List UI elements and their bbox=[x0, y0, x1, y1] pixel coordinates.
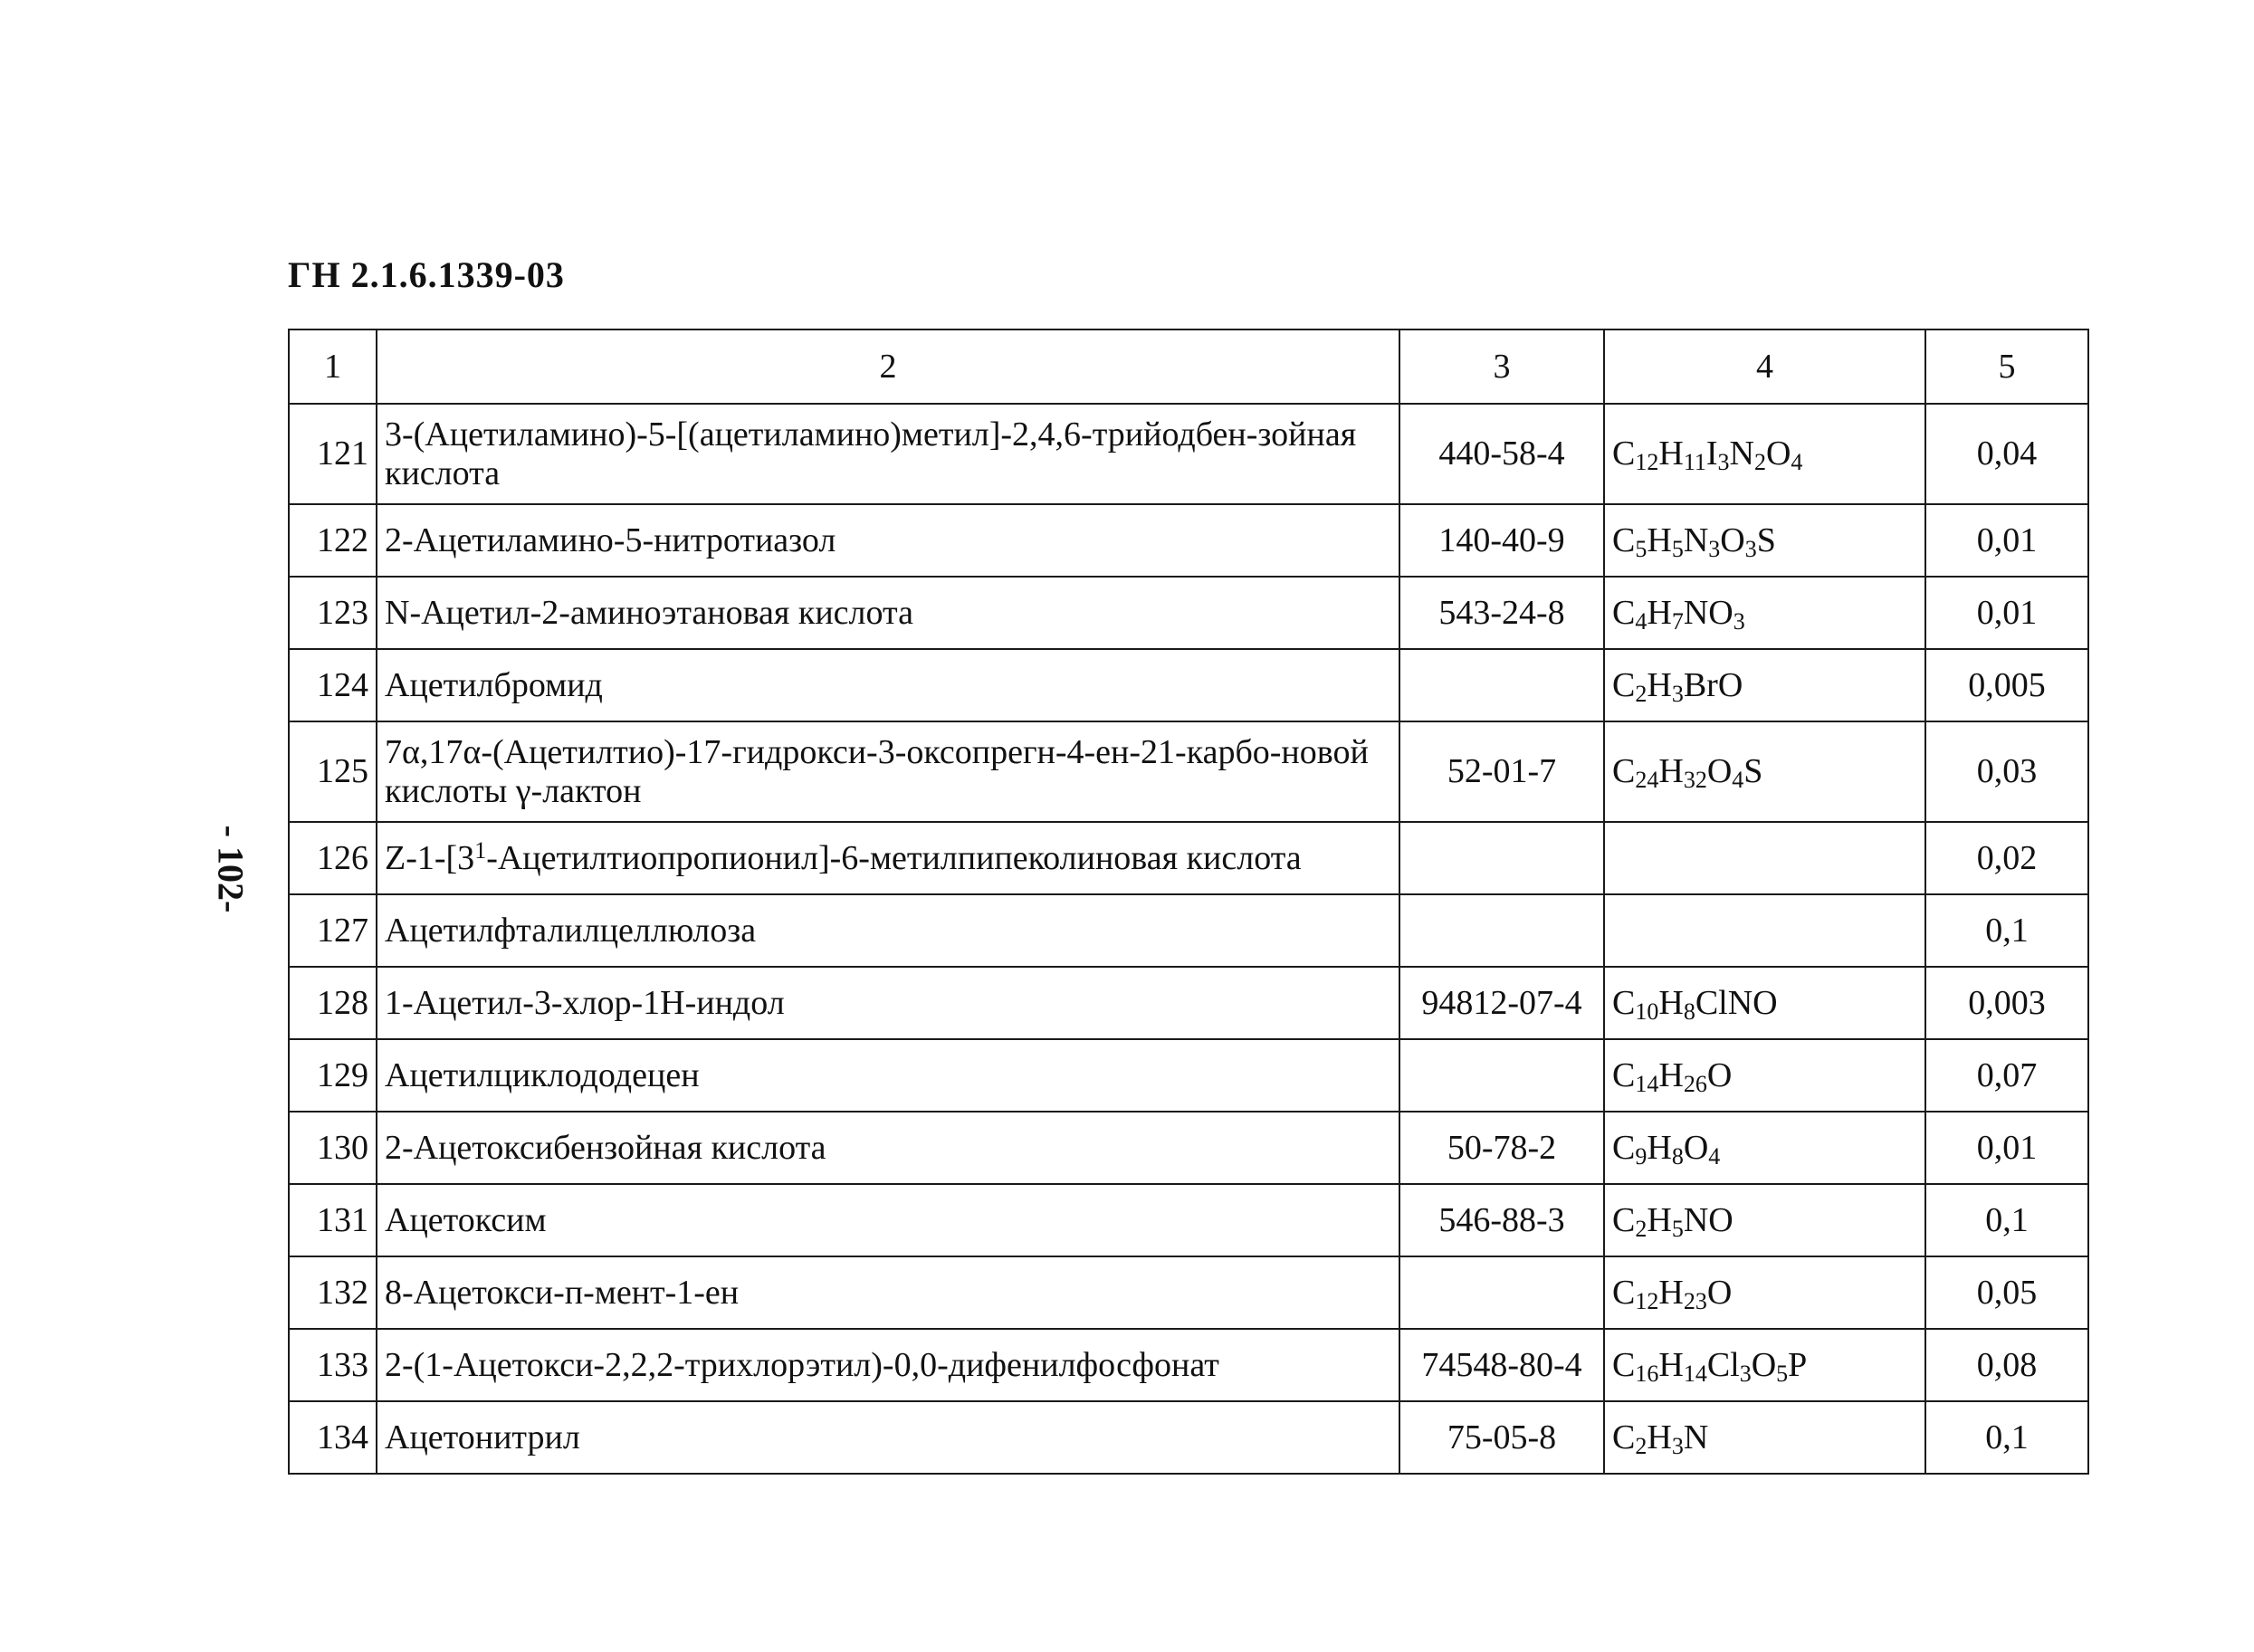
substance-name: 2-Ацетиламино-5-нитротиазол bbox=[377, 504, 1399, 577]
cas-number: 50-78-2 bbox=[1399, 1112, 1604, 1184]
mac-value: 0,003 bbox=[1925, 967, 2088, 1039]
table-row bbox=[289, 1329, 2088, 1401]
row-number: 129 bbox=[289, 1039, 377, 1112]
mac-value: 0,005 bbox=[1925, 649, 2088, 721]
row-number: 133 bbox=[289, 1329, 377, 1401]
column-header-5: 5 bbox=[1925, 329, 2088, 404]
mac-value: 0,04 bbox=[1925, 404, 2088, 504]
cas-number bbox=[1399, 649, 1604, 721]
cas-number: 440-58-4 bbox=[1399, 404, 1604, 504]
chemical-formula: $C_2H_3N$ bbox=[1604, 1401, 1925, 1474]
document-code: ГН 2.1.6.1339-03 bbox=[288, 254, 565, 295]
table-row bbox=[289, 1401, 2088, 1474]
mac-value: 0,1 bbox=[1925, 1401, 2088, 1474]
substance-name: 1-Ацетил-3-хлор-1Н-индол bbox=[377, 967, 1399, 1039]
mac-value: 0,01 bbox=[1925, 504, 2088, 577]
table-row bbox=[289, 504, 2088, 577]
cas-number bbox=[1399, 1256, 1604, 1329]
chemical-formula bbox=[1604, 822, 1925, 894]
table-header bbox=[289, 329, 2088, 404]
table-row bbox=[289, 967, 2088, 1039]
page-number: - 102- bbox=[210, 825, 252, 913]
column-header-1: 1 bbox=[289, 329, 377, 404]
mac-value: 0,08 bbox=[1925, 1329, 2088, 1401]
mac-value: 0,07 bbox=[1925, 1039, 2088, 1112]
table-row bbox=[289, 577, 2088, 649]
mac-value: 0,03 bbox=[1925, 721, 2088, 822]
row-number: 127 bbox=[289, 894, 377, 967]
table-row bbox=[289, 404, 2088, 504]
cas-number: 75-05-8 bbox=[1399, 1401, 1604, 1474]
row-number: 130 bbox=[289, 1112, 377, 1184]
chemical-formula: $C_{12}H_{11}I_3N_2O_4$ bbox=[1604, 404, 1925, 504]
cas-number bbox=[1399, 894, 1604, 967]
column-header-3: 3 bbox=[1399, 329, 1604, 404]
cas-number: 74548-80-4 bbox=[1399, 1329, 1604, 1401]
table-body bbox=[289, 404, 2088, 1474]
substance-name: Ацетилфталилцеллюлоза bbox=[377, 894, 1399, 967]
row-number: 125 bbox=[289, 721, 377, 822]
cas-number bbox=[1399, 822, 1604, 894]
substances-table bbox=[288, 329, 2089, 1475]
chemical-formula: $C_{24}H_{32}O_4S$ bbox=[1604, 721, 1925, 822]
table-row bbox=[289, 649, 2088, 721]
chemical-formula: $C_{12}H_{23}O$ bbox=[1604, 1256, 1925, 1329]
cas-number: 543-24-8 bbox=[1399, 577, 1604, 649]
table-row bbox=[289, 1112, 2088, 1184]
cas-number: 52-01-7 bbox=[1399, 721, 1604, 822]
substance-name: 2-Ацетоксибензойная кислота bbox=[377, 1112, 1399, 1184]
cas-number bbox=[1399, 1039, 1604, 1112]
chemical-formula: $C_2H_5NO$ bbox=[1604, 1184, 1925, 1256]
column-header-4: 4 bbox=[1604, 329, 1925, 404]
substance-name: 7α,17α-(Ацетилтио)-17-гидрокси-3-оксопрегн-4-ен-21-карбо-новой кислоты γ-лактон bbox=[377, 721, 1399, 822]
row-number: 121 bbox=[289, 404, 377, 504]
substance-name: N-Ацетил-2-аминоэтановая кислота bbox=[377, 577, 1399, 649]
chemical-formula: $C_5H_5N_3O_3S$ bbox=[1604, 504, 1925, 577]
substance-name: 8-Ацетокси-п-мент-1-ен bbox=[377, 1256, 1399, 1329]
mac-value: 0,1 bbox=[1925, 894, 2088, 967]
chemical-formula: $C_{10}H_8ClNO$ bbox=[1604, 967, 1925, 1039]
substance-name: 3-(Ацетиламино)-5-[(ацетиламино)метил]-2,4,6-трийодбен-зойная кислота bbox=[377, 404, 1399, 504]
row-number: 124 bbox=[289, 649, 377, 721]
mac-value: 0,01 bbox=[1925, 1112, 2088, 1184]
chemical-formula: $C_4H_7NO_3$ bbox=[1604, 577, 1925, 649]
row-number: 132 bbox=[289, 1256, 377, 1329]
cas-number: 140-40-9 bbox=[1399, 504, 1604, 577]
substance-name: Ацетилбромид bbox=[377, 649, 1399, 721]
row-number: 128 bbox=[289, 967, 377, 1039]
table-row bbox=[289, 1039, 2088, 1112]
chemical-formula bbox=[1604, 894, 1925, 967]
chemical-formula: $C_{14}H_{26}O$ bbox=[1604, 1039, 1925, 1112]
column-header-2: 2 bbox=[377, 329, 1399, 404]
table-row bbox=[289, 1184, 2088, 1256]
row-number: 126 bbox=[289, 822, 377, 894]
cas-number: 94812-07-4 bbox=[1399, 967, 1604, 1039]
mac-value: 0,05 bbox=[1925, 1256, 2088, 1329]
chemical-formula: $C_2H_3BrO$ bbox=[1604, 649, 1925, 721]
table-row bbox=[289, 721, 2088, 822]
cas-number: 546-88-3 bbox=[1399, 1184, 1604, 1256]
substance-name: $Z-1-[3^1-Ацетилтиопропионил]-6$-метилпипеколиновая кислота bbox=[377, 822, 1399, 894]
table-row bbox=[289, 1256, 2088, 1329]
row-number: 123 bbox=[289, 577, 377, 649]
chemical-formula: $C_{16}H_{14}Cl_3O_5P$ bbox=[1604, 1329, 1925, 1401]
table-row bbox=[289, 822, 2088, 894]
substance-name: Ацетилциклододецен bbox=[377, 1039, 1399, 1112]
chemical-formula: $C_9H_8O_4$ bbox=[1604, 1112, 1925, 1184]
substance-name: Ацетоксим bbox=[377, 1184, 1399, 1256]
header-row bbox=[289, 329, 2088, 404]
substance-name: 2-(1-Ацетокси-2,2,2-трихлорэтил)-0,0-дифенилфосфонат bbox=[377, 1329, 1399, 1401]
row-number: 122 bbox=[289, 504, 377, 577]
mac-value: 0,02 bbox=[1925, 822, 2088, 894]
row-number: 131 bbox=[289, 1184, 377, 1256]
mac-value: 0,1 bbox=[1925, 1184, 2088, 1256]
table-row bbox=[289, 894, 2088, 967]
substance-name: Ацетонитрил bbox=[377, 1401, 1399, 1474]
mac-value: 0,01 bbox=[1925, 577, 2088, 649]
row-number: 134 bbox=[289, 1401, 377, 1474]
